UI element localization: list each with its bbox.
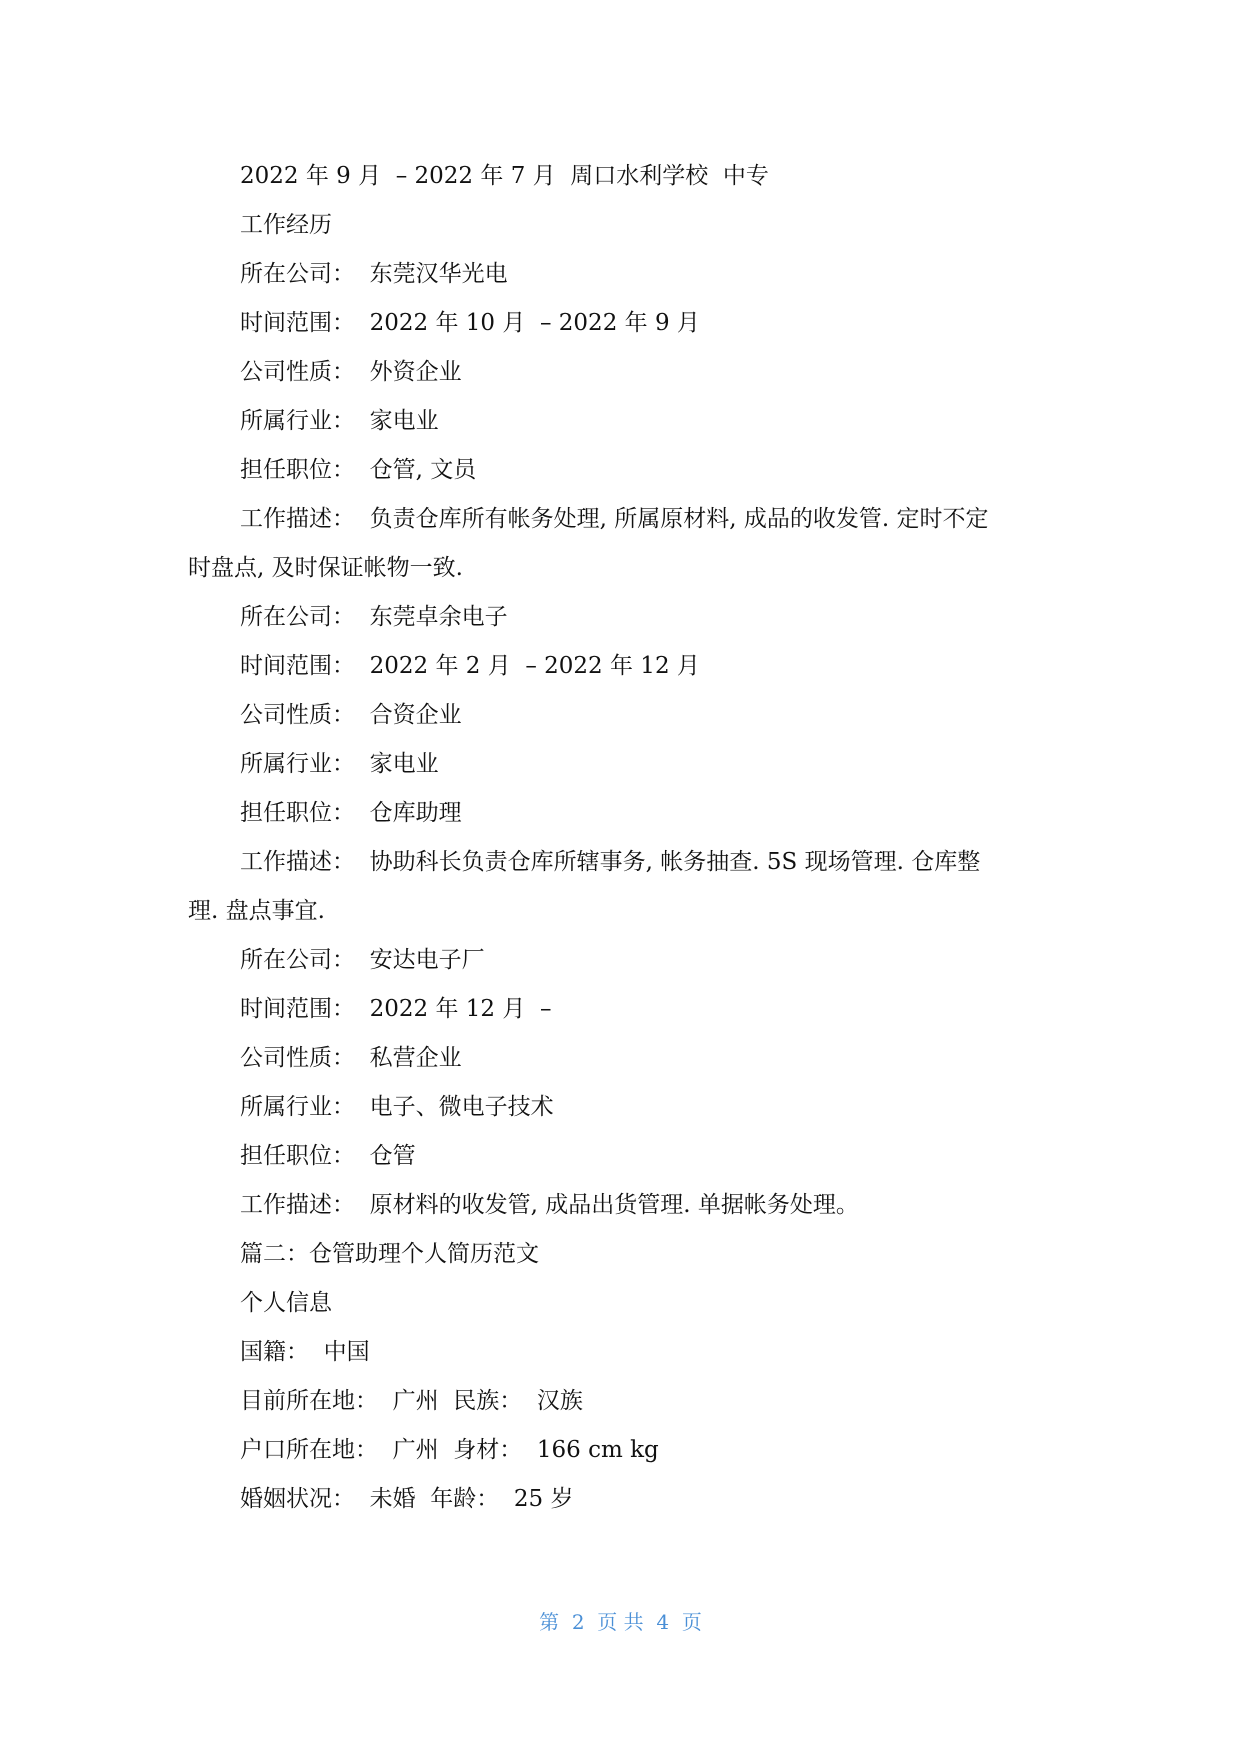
job3-company: 所在公司： 安达电子厂 — [240, 947, 485, 973]
job3-description: 工作描述： 原材料的收发管, 成品出货管理. 单据帐务处理。 — [240, 1192, 859, 1218]
job1-description: 工作描述： 负责仓库所有帐务处理, 所属原材料, 成品的收发管. 定时不定 — [240, 506, 989, 532]
job3-industry: 所属行业： 电子、微电子技术 — [240, 1094, 554, 1120]
page-number-footer: 第 2 页 共 4 页 — [539, 1610, 702, 1634]
job3-position: 担任职位： 仓管 — [240, 1143, 416, 1169]
job2-description-continued: 理. 盘点事宜. — [188, 898, 325, 924]
education-entry: 2022 年 9 月 – 2022 年 7 月 周口水利学校 中专 — [240, 163, 769, 189]
nationality: 国籍： 中国 — [240, 1339, 370, 1365]
section-heading-work-experience: 工作经历 — [240, 212, 332, 238]
current-location-ethnicity: 目前所在地： 广州 民族： 汉族 — [240, 1388, 583, 1414]
job1-time-range: 时间范围： 2022 年 10 月 – 2022 年 9 月 — [240, 310, 700, 336]
job2-company: 所在公司： 东莞卓余电子 — [240, 604, 508, 630]
job2-position: 担任职位： 仓库助理 — [240, 800, 462, 826]
job2-time-range: 时间范围： 2022 年 2 月 – 2022 年 12 月 — [240, 653, 700, 679]
job2-description: 工作描述： 协助科长负责仓库所辖事务, 帐务抽查. 5S 现场管理. 仓库整 — [240, 849, 981, 875]
job1-description-continued: 时盘点, 及时保证帐物一致. — [188, 555, 463, 581]
job2-industry: 所属行业： 家电业 — [240, 751, 439, 777]
job2-company-type: 公司性质： 合资企业 — [240, 702, 462, 728]
job3-time-range: 时间范围： 2022 年 12 月 – — [240, 996, 552, 1022]
job1-company: 所在公司： 东莞汉华光电 — [240, 261, 508, 287]
section-heading-personal-info: 个人信息 — [240, 1290, 332, 1316]
part-two-title: 篇二：仓管助理个人简历范文 — [240, 1241, 539, 1267]
job1-company-type: 公司性质： 外资企业 — [240, 359, 462, 385]
job1-industry: 所属行业： 家电业 — [240, 408, 439, 434]
household-location-height: 户口所在地： 广州 身材： 166 cm kg — [240, 1437, 659, 1463]
job3-company-type: 公司性质： 私营企业 — [240, 1045, 462, 1071]
document-body — [188, 152, 1048, 1524]
job1-position: 担任职位： 仓管, 文员 — [240, 457, 477, 483]
marital-status-age: 婚姻状况： 未婚 年龄： 25 岁 — [240, 1486, 574, 1512]
